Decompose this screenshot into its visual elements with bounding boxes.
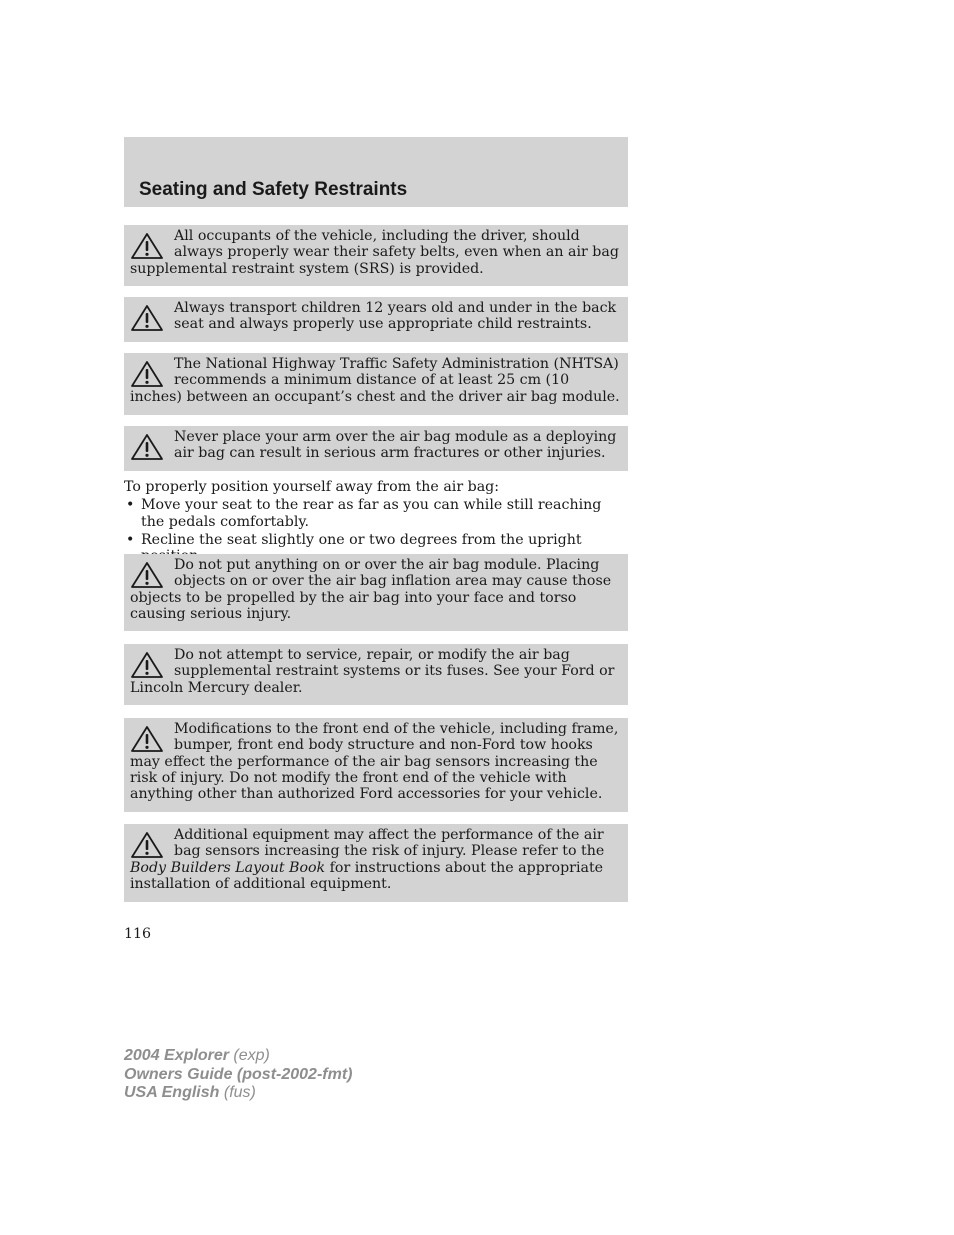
- warning-box: [124, 644, 628, 705]
- footer-model-code: (exp): [233, 1047, 270, 1064]
- warning-triangle-icon: [130, 651, 164, 679]
- list-item: [124, 497, 628, 530]
- section-header: [124, 137, 628, 207]
- warning-text: All occupants of the vehicle, including the driver, should always properly wear their safety belts, even when an air bag supplemental restraint system (SRS) is provided.: [130, 228, 619, 277]
- warning-text: Never place your arm over the air bag module as a deploying air bag can result in serious arm fractures or other injuries.: [174, 429, 617, 462]
- warning-text: Do not attempt to service, repair, or modify the air bag supplemental restraint systems or its fuses. See your Ford or Lincoln Mercury dealer.: [130, 647, 615, 696]
- footer-guide: Owners Guide (post-2002-fmt): [124, 1065, 353, 1083]
- warning-box: [124, 426, 628, 471]
- footer-model: 2004 Explorer: [124, 1047, 229, 1064]
- page-title: Seating and Safety Restraints: [139, 179, 408, 200]
- position-intro: To properly position yourself away from the air bag:: [124, 479, 500, 495]
- list-item-text: Recline the seat slightly one or two degrees from the upright: [141, 531, 582, 548]
- warning-text: Modifications to the front end of the vehicle, including frame, bumper, front end body structure and non-Ford tow hooks may effect the performance of the air bag sensors increasing the risk of injury. Do not modify the front end of the vehicle with anything other than authorized Ford accessories for your vehicle.: [130, 721, 619, 803]
- warning-triangle-icon: [130, 725, 164, 753]
- warning-text: Always transport children 12 years old and under in the back seat and always properly use appropriate child restraints.: [174, 300, 617, 333]
- warning-text: Additional equipment may affect the performance of the air bag sensors increasing the risk of injury. Please refer to the: [174, 827, 605, 860]
- footer-language-code: (fus): [223, 1084, 256, 1101]
- book-title: Body Builders Layout Book: [130, 859, 326, 876]
- document-footer: [124, 1047, 352, 1103]
- warning-box: [124, 225, 628, 286]
- footer-language: USA English: [124, 1084, 220, 1101]
- bullet-icon: •: [126, 497, 135, 514]
- warning-box: [124, 353, 628, 415]
- list-item-text: Move your seat to the rear as far as you can while still reaching the pedals comfortably.: [141, 497, 602, 530]
- warning-text: Do not put anything on or over the air bag module. Placing objects on or over the air bag inflation area may cause those objects to be propelled by the air bag into your face and torso causing serious injury.: [130, 557, 612, 622]
- warning-triangle-icon: [130, 360, 164, 388]
- warning-box: [124, 554, 628, 631]
- warning-box: [124, 718, 628, 812]
- warning-triangle-icon: [130, 561, 164, 589]
- warning-text: for instructions about the appropriate installation of additional equipment.: [130, 859, 604, 892]
- page-number: 116: [124, 926, 152, 942]
- warning-text: The National Highway Traffic Safety Administration (NHTSA) recommends a minimum distance of at least 25 cm (10 inches) between an occupant’s chest and the driver air bag module.: [130, 356, 620, 405]
- warning-box: [124, 297, 628, 342]
- warning-triangle-icon: [130, 232, 164, 260]
- warning-triangle-icon: [130, 831, 164, 859]
- warning-triangle-icon: [130, 433, 164, 461]
- warning-box: [124, 824, 628, 902]
- bullet-icon: •: [126, 531, 135, 548]
- warning-triangle-icon: [130, 304, 164, 332]
